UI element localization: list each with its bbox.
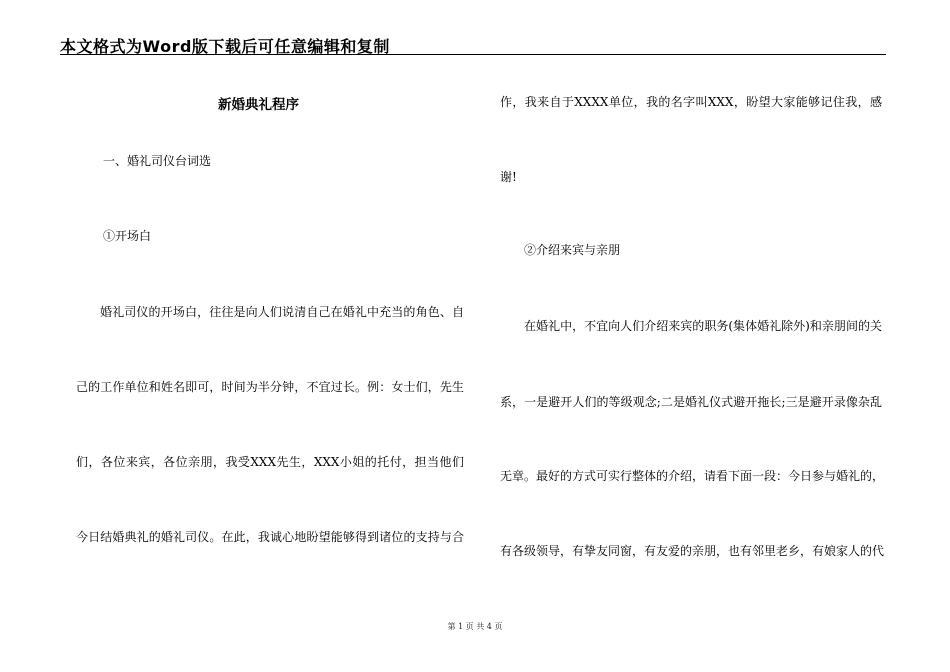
page-number: 第 1 页 共 4 页 [447, 622, 503, 631]
paragraph-line: 婚礼司仪的开场白，往往是向人们说清自己在婚礼中充当的角色、自 [100, 305, 464, 319]
paragraph-line: 今日结婚典礼的婚礼司仪。在此，我诚心地盼望能够得到诸位的支持与合 [76, 530, 464, 544]
paragraph-line: 己的工作单位和姓名即可，时间为半分钟，不宜过长。例：女士们，先生 [76, 380, 464, 394]
paragraph-line: 有各级领导，有挚友同窗，有友爱的亲朋，也有邻里老乡，有娘家人的代 [500, 544, 885, 558]
section-heading: 一、婚礼司仪台词选 [103, 154, 212, 168]
header-text: 本文格式为Word版下载后可任意编辑和复制 [60, 37, 390, 56]
paragraph-line: 谢! [500, 170, 517, 184]
subsection-heading: ②介绍来宾与亲朋 [524, 243, 621, 257]
document-title: 新婚典礼程序 [218, 97, 299, 113]
paragraph-line: 系，一是避开人们的等级观念;二是婚礼仪式避开拖长;三是避开录像杂乱 [500, 395, 882, 409]
paragraph-line: 作，我来自于XXXX单位，我的名字叫XXX，盼望大家能够记住我，感 [500, 95, 882, 109]
subsection-heading: ①开场白 [103, 229, 152, 243]
paragraph-line: 无章。最好的方式可实行整体的介绍，请看下面一段：今日参与婚礼的， [500, 469, 885, 483]
header-divider [60, 54, 886, 55]
paragraph-line: 们，各位来宾，各位亲朋，我受XXX先生，XXX小姐的托付，担当他们 [76, 455, 464, 469]
paragraph-line: 在婚礼中，不宜向人们介绍来宾的职务(集体婚礼除外)和亲朋间的关 [524, 319, 882, 333]
